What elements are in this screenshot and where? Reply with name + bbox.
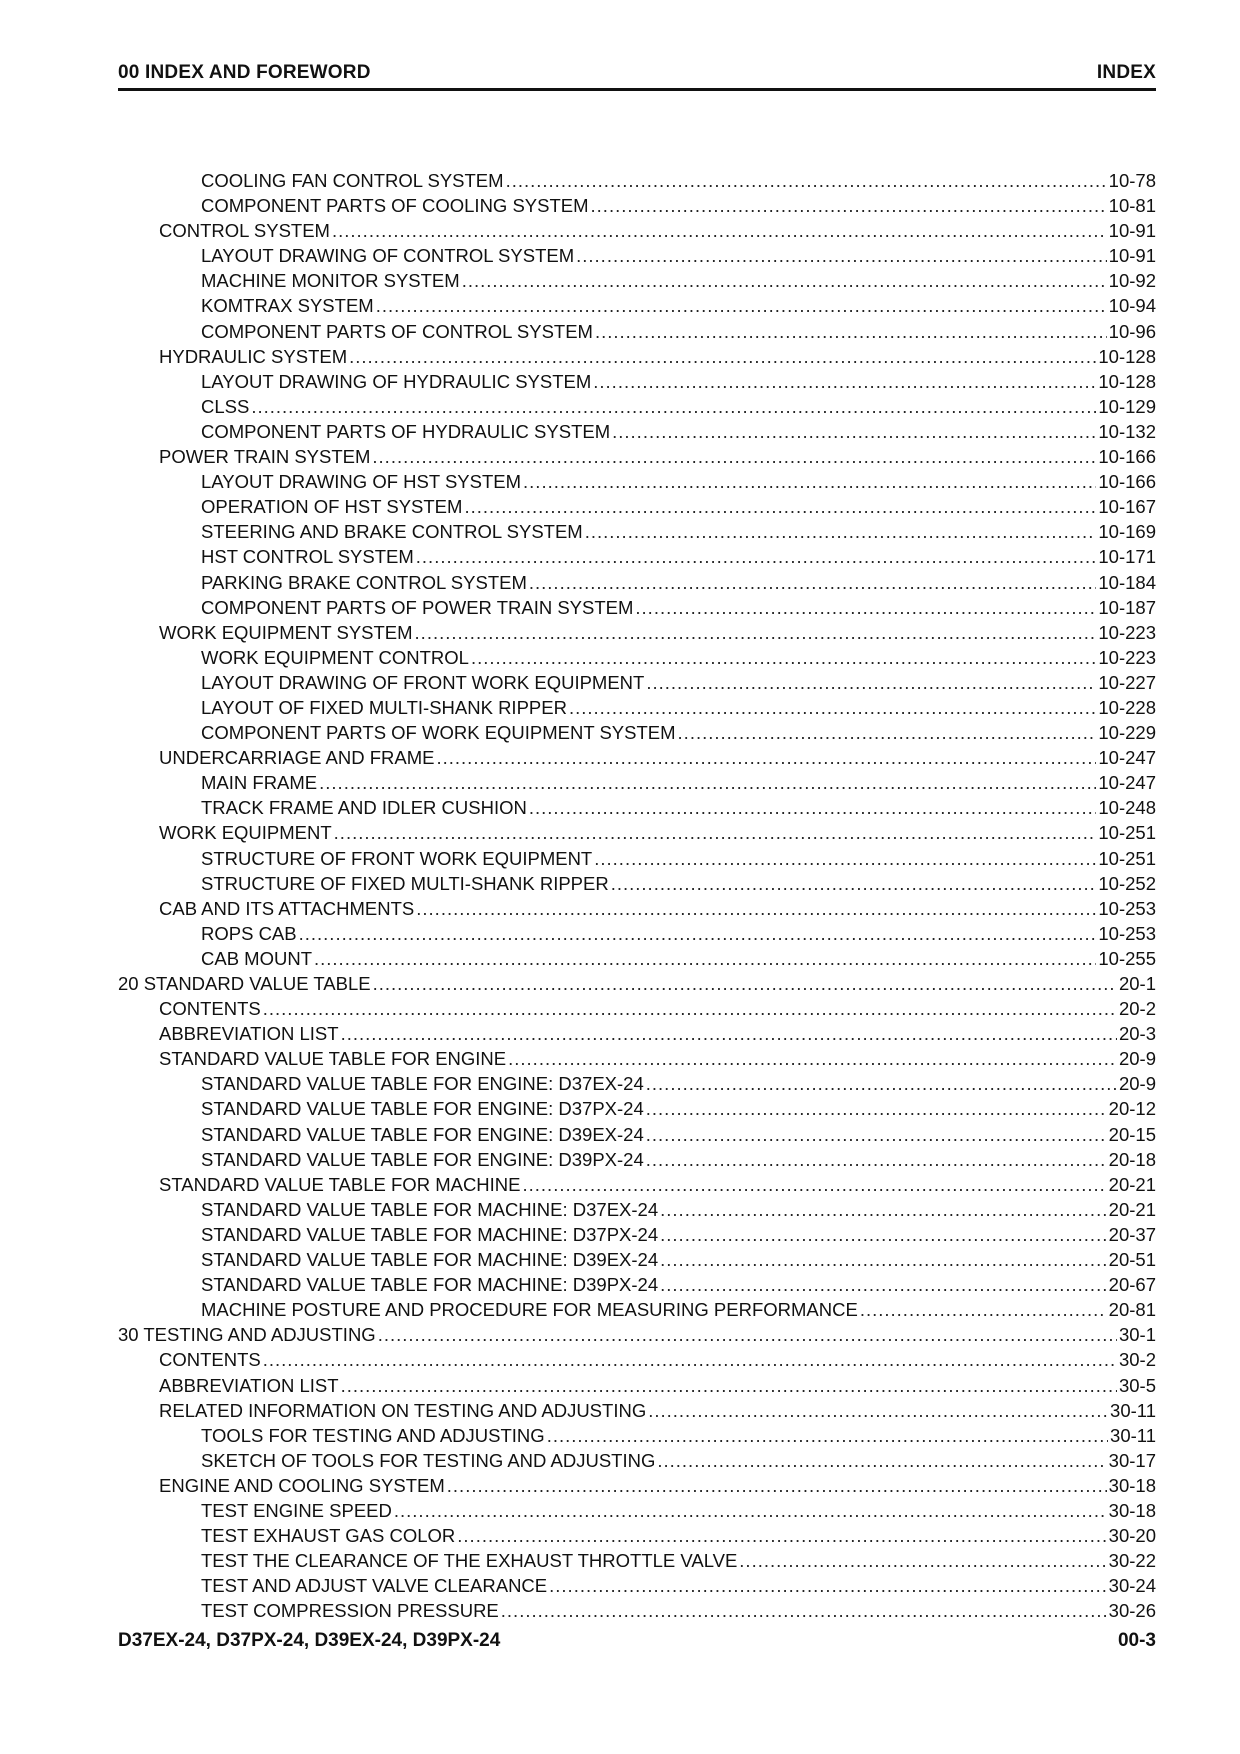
toc-entry[interactable] xyxy=(118,243,1156,268)
dot-leader xyxy=(471,645,1096,670)
toc-entry-title: 20 STANDARD VALUE TABLE xyxy=(118,973,371,994)
dot-leader xyxy=(373,971,1117,996)
toc-entry-title: ENGINE AND COOLING SYSTEM xyxy=(159,1474,445,1496)
toc-entry-page: 10-229 xyxy=(1098,722,1156,744)
toc-entry-title: WORK EQUIPMENT xyxy=(159,822,332,844)
toc-entry-title: TEST ENGINE SPEED xyxy=(201,1499,392,1521)
toc-entry-title: PARKING BRAKE CONTROL SYSTEM xyxy=(201,571,527,593)
toc-entry-title: STRUCTURE OF FRONT WORK EQUIPMENT xyxy=(201,847,593,869)
section-title: 00 INDEX AND FOREWORD xyxy=(118,62,371,83)
toc-entry-page: 10-78 xyxy=(1108,170,1156,191)
dot-leader xyxy=(457,1523,1106,1548)
toc-entry[interactable] xyxy=(118,820,1156,845)
toc-entry[interactable] xyxy=(118,394,1156,419)
toc-entry-page: 20-2 xyxy=(1118,998,1156,1020)
toc-entry[interactable] xyxy=(118,971,1156,996)
toc-entry-title: LAYOUT DRAWING OF FRONT WORK EQUIPMENT xyxy=(201,671,645,693)
dot-leader xyxy=(646,1147,1107,1172)
toc-entry-page: 30-11 xyxy=(1110,1424,1156,1446)
dot-leader xyxy=(660,1247,1107,1272)
toc-entry[interactable] xyxy=(118,1498,1156,1523)
toc-entry-page: 20-15 xyxy=(1108,1123,1156,1145)
dot-leader xyxy=(585,519,1097,544)
toc-entry-title: CONTENTS xyxy=(159,1349,261,1371)
toc-entry-page: 10-91 xyxy=(1108,245,1156,267)
toc-entry[interactable] xyxy=(118,1548,1156,1573)
toc-entry[interactable] xyxy=(118,193,1156,218)
page-header xyxy=(118,58,1156,84)
toc-entry-page: 10-253 xyxy=(1098,922,1156,944)
toc-entry-page: 10-132 xyxy=(1098,420,1156,442)
toc-entry-page: 30-22 xyxy=(1108,1550,1156,1572)
toc-entry-title: HST CONTROL SYSTEM xyxy=(201,546,414,568)
dot-leader xyxy=(394,1498,1107,1523)
dot-leader xyxy=(660,1272,1107,1297)
toc-entry-title: STANDARD VALUE TABLE FOR MACHINE: D37PX-24 xyxy=(201,1223,659,1245)
toc-entry-title: TEST AND ADJUST VALVE CLEARANCE xyxy=(201,1575,548,1597)
toc-entry-title: STANDARD VALUE TABLE FOR ENGINE: D39EX-24 xyxy=(201,1123,644,1145)
toc-entry[interactable] xyxy=(118,1122,1156,1147)
toc-entry[interactable] xyxy=(118,344,1156,369)
toc-entry-page: 20-3 xyxy=(1118,1023,1156,1045)
toc-entry-page: 30-2 xyxy=(1118,1349,1156,1371)
toc-entry-title: COMPONENT PARTS OF HYDRAULIC SYSTEM xyxy=(201,420,611,442)
dot-leader xyxy=(576,243,1107,268)
toc-entry[interactable] xyxy=(118,519,1156,544)
toc-entry-page: 20-18 xyxy=(1108,1148,1156,1170)
dot-leader xyxy=(462,268,1107,293)
toc-entry-page: 10-223 xyxy=(1098,646,1156,668)
toc-entry[interactable] xyxy=(118,795,1156,820)
toc-entry-title: STEERING AND BRAKE CONTROL SYSTEM xyxy=(201,521,583,543)
toc-entry-page: 30-26 xyxy=(1108,1600,1156,1622)
dot-leader xyxy=(523,469,1096,494)
toc-entry-title: MACHINE POSTURE AND PROCEDURE FOR MEASURING PERFORMANCE xyxy=(201,1299,858,1321)
toc-entry-title: POWER TRAIN SYSTEM xyxy=(159,446,371,468)
dot-leader xyxy=(299,921,1097,946)
toc-entry[interactable] xyxy=(118,1598,1156,1623)
toc-entry[interactable] xyxy=(118,720,1156,745)
toc-entry[interactable] xyxy=(118,444,1156,469)
toc-entry-page: 20-81 xyxy=(1108,1299,1156,1321)
toc-entry[interactable] xyxy=(118,1272,1156,1297)
toc-entry-page: 10-166 xyxy=(1098,471,1156,493)
toc-entry[interactable] xyxy=(118,469,1156,494)
toc-entry-title: CONTENTS xyxy=(159,998,261,1020)
toc-entry-title: ABBREVIATION LIST xyxy=(159,1023,339,1045)
toc-entry-page: 10-252 xyxy=(1098,872,1156,894)
dot-leader xyxy=(660,1197,1107,1222)
dot-leader xyxy=(416,544,1097,569)
toc-entry-page: 10-128 xyxy=(1098,370,1156,392)
dot-leader xyxy=(415,620,1097,645)
dot-leader xyxy=(341,1021,1117,1046)
toc-entry-title: COMPONENT PARTS OF WORK EQUIPMENT SYSTEM xyxy=(201,722,676,744)
toc-entry-title: 30 TESTING AND ADJUSTING xyxy=(118,1324,376,1346)
toc-entry-title: COMPONENT PARTS OF POWER TRAIN SYSTEM xyxy=(201,596,634,618)
toc-entry-title: LAYOUT DRAWING OF HST SYSTEM xyxy=(201,471,522,493)
dot-leader xyxy=(657,1448,1106,1473)
toc-entry-title: TEST EXHAUST GAS COLOR xyxy=(201,1525,456,1547)
dot-leader xyxy=(349,344,1096,369)
toc-entry-title: CONTROL SYSTEM xyxy=(159,220,330,242)
dot-leader xyxy=(635,595,1096,620)
toc-entry[interactable] xyxy=(118,1373,1156,1398)
toc-entry-title: WORK EQUIPMENT SYSTEM xyxy=(159,621,413,643)
toc-entry[interactable] xyxy=(118,1398,1156,1423)
dot-leader xyxy=(678,720,1097,745)
toc-entry-title: MACHINE MONITOR SYSTEM xyxy=(201,270,460,292)
toc-entry-title: TEST THE CLEARANCE OF THE EXHAUST THROTTLE VALVE xyxy=(201,1550,738,1572)
toc-entry-page: 10-92 xyxy=(1108,270,1156,292)
page-number: 00-3 xyxy=(1117,1630,1156,1651)
toc-entry[interactable] xyxy=(118,745,1156,770)
toc-entry-page: 10-81 xyxy=(1108,195,1156,217)
toc-entry-page: 30-17 xyxy=(1108,1449,1156,1471)
toc-entry[interactable] xyxy=(118,1448,1156,1473)
toc-entry-title: STRUCTURE OF FIXED MULTI-SHANK RIPPER xyxy=(201,872,609,894)
toc-entry[interactable] xyxy=(118,1322,1156,1347)
toc-entry-title: STANDARD VALUE TABLE FOR MACHINE: D39PX-24 xyxy=(201,1274,659,1296)
toc-entry[interactable] xyxy=(118,570,1156,595)
toc-entry[interactable] xyxy=(118,871,1156,896)
toc-entry-title: SKETCH OF TOOLS FOR TESTING AND ADJUSTING xyxy=(201,1449,656,1471)
toc-entry-page: 10-94 xyxy=(1108,295,1156,317)
toc-entry-page: 10-167 xyxy=(1098,496,1156,518)
toc-entry-page: 10-248 xyxy=(1098,797,1156,819)
toc-entry-page: 30-11 xyxy=(1110,1399,1156,1421)
toc-entry[interactable] xyxy=(118,921,1156,946)
dot-leader xyxy=(594,846,1096,871)
toc-entry-page: 10-251 xyxy=(1098,847,1156,869)
toc-entry-title: COMPONENT PARTS OF CONTROL SYSTEM xyxy=(201,320,593,342)
toc-entry-page: 20-67 xyxy=(1108,1274,1156,1296)
toc-entry[interactable] xyxy=(118,1523,1156,1548)
toc-entry-title: STANDARD VALUE TABLE FOR MACHINE: D39EX-24 xyxy=(201,1249,659,1271)
dot-leader xyxy=(593,369,1096,394)
toc-entry-page: 10-247 xyxy=(1098,772,1156,794)
dot-leader xyxy=(464,494,1096,519)
toc-entry[interactable] xyxy=(118,896,1156,921)
toc-entry[interactable] xyxy=(118,1172,1156,1197)
toc-entry-page: 10-227 xyxy=(1098,671,1156,693)
dot-leader xyxy=(648,1398,1108,1423)
toc-entry-title: TOOLS FOR TESTING AND ADJUSTING xyxy=(201,1424,545,1446)
toc-entry-title: STANDARD VALUE TABLE FOR ENGINE: D39PX-24 xyxy=(201,1148,644,1170)
toc-entry[interactable] xyxy=(118,846,1156,871)
toc-entry-title: COOLING FAN CONTROL SYSTEM xyxy=(201,170,504,191)
toc-entry-title: TEST COMPRESSION PRESSURE xyxy=(201,1600,499,1622)
toc-entry-title: STANDARD VALUE TABLE FOR ENGINE: D37PX-24 xyxy=(201,1098,644,1120)
toc-entry-title: CAB MOUNT xyxy=(201,947,312,969)
toc-entry-page: 10-255 xyxy=(1098,947,1156,969)
toc-entry-title: CLSS xyxy=(201,395,250,417)
dot-leader xyxy=(523,1172,1107,1197)
toc-entry[interactable] xyxy=(118,1247,1156,1272)
toc-entry-page: 30-5 xyxy=(1118,1374,1156,1396)
dot-leader xyxy=(341,1373,1117,1398)
dot-leader xyxy=(501,1598,1107,1623)
toc-entry-title: ABBREVIATION LIST xyxy=(159,1374,339,1396)
dot-leader xyxy=(611,871,1097,896)
dot-leader xyxy=(378,1322,1117,1347)
toc-entry-title: UNDERCARRIAGE AND FRAME xyxy=(159,747,435,769)
table-of-contents xyxy=(118,168,1156,1623)
dot-leader xyxy=(860,1297,1107,1322)
page-footer xyxy=(118,1630,1156,1654)
toc-entry[interactable] xyxy=(118,1046,1156,1071)
toc-entry[interactable] xyxy=(118,1473,1156,1498)
dot-leader xyxy=(595,319,1107,344)
toc-entry-title: OPERATION OF HST SYSTEM xyxy=(201,496,463,518)
toc-entry[interactable] xyxy=(118,419,1156,444)
toc-entry[interactable] xyxy=(118,1423,1156,1448)
toc-entry[interactable] xyxy=(118,1147,1156,1172)
toc-entry-page: 10-171 xyxy=(1098,546,1156,568)
toc-entry-title: WORK EQUIPMENT CONTROL xyxy=(201,646,469,668)
toc-entry-page: 20-21 xyxy=(1108,1198,1156,1220)
header-index-label: INDEX xyxy=(1096,62,1156,83)
toc-entry-page: 20-21 xyxy=(1108,1173,1156,1195)
toc-entry-title: CAB AND ITS ATTACHMENTS xyxy=(159,897,415,919)
toc-entry-title: TRACK FRAME AND IDLER CUSHION xyxy=(201,797,527,819)
dot-leader xyxy=(529,570,1097,595)
toc-entry-page: 10-247 xyxy=(1098,747,1156,769)
toc-entry[interactable] xyxy=(118,1197,1156,1222)
toc-entry[interactable] xyxy=(118,369,1156,394)
dot-leader xyxy=(334,820,1097,845)
dot-leader xyxy=(376,293,1107,318)
toc-entry-page: 30-1 xyxy=(1118,1324,1156,1346)
dot-leader xyxy=(646,670,1096,695)
toc-entry-page: 20-1 xyxy=(1118,973,1156,994)
toc-entry-page: 10-96 xyxy=(1108,320,1156,342)
dot-leader xyxy=(508,1046,1117,1071)
toc-entry-page: 20-9 xyxy=(1118,1048,1156,1070)
toc-entry[interactable] xyxy=(118,996,1156,1021)
toc-entry-page: 10-251 xyxy=(1098,822,1156,844)
toc-entry[interactable] xyxy=(118,770,1156,795)
toc-entry[interactable] xyxy=(118,1347,1156,1372)
toc-entry[interactable] xyxy=(118,1222,1156,1247)
toc-entry[interactable] xyxy=(118,670,1156,695)
toc-entry[interactable] xyxy=(118,1573,1156,1598)
toc-entry[interactable] xyxy=(118,1021,1156,1046)
toc-entry-title: MAIN FRAME xyxy=(201,772,318,794)
toc-entry-title: STANDARD VALUE TABLE FOR MACHINE xyxy=(159,1173,521,1195)
toc-entry[interactable] xyxy=(118,1071,1156,1096)
dot-leader xyxy=(739,1548,1106,1573)
toc-entry-page: 10-128 xyxy=(1098,345,1156,367)
toc-entry[interactable] xyxy=(118,595,1156,620)
toc-entry[interactable] xyxy=(118,620,1156,645)
dot-leader xyxy=(646,1122,1107,1147)
toc-entry[interactable] xyxy=(118,168,1156,193)
dot-leader xyxy=(549,1573,1107,1598)
dot-leader xyxy=(447,1473,1107,1498)
toc-entry-page: 30-20 xyxy=(1108,1525,1156,1547)
toc-entry[interactable] xyxy=(118,695,1156,720)
toc-entry-title: ROPS CAB xyxy=(201,922,297,944)
dot-leader xyxy=(660,1222,1107,1247)
toc-entry-title: KOMTRAX SYSTEM xyxy=(201,295,374,317)
dot-leader xyxy=(251,394,1096,419)
toc-entry[interactable] xyxy=(118,1297,1156,1322)
toc-entry-page: 10-91 xyxy=(1108,220,1156,242)
model-list: D37EX-24, D37PX-24, D39EX-24, D39PX-24 xyxy=(118,1630,501,1651)
toc-entry-title: RELATED INFORMATION ON TESTING AND ADJUSTING xyxy=(159,1399,647,1421)
toc-entry[interactable] xyxy=(118,319,1156,344)
dot-leader xyxy=(646,1096,1107,1121)
toc-entry-page: 20-37 xyxy=(1108,1223,1156,1245)
toc-entry-page: 10-187 xyxy=(1098,596,1156,618)
dot-leader xyxy=(416,896,1096,921)
toc-entry[interactable] xyxy=(118,218,1156,243)
toc-entry-title: STANDARD VALUE TABLE FOR ENGINE: D37EX-24 xyxy=(201,1073,644,1095)
toc-entry-title: STANDARD VALUE TABLE FOR ENGINE xyxy=(159,1048,507,1070)
toc-entry-page: 30-24 xyxy=(1108,1575,1156,1597)
toc-entry-page: 30-18 xyxy=(1108,1499,1156,1521)
dot-leader xyxy=(319,770,1096,795)
toc-entry-title: LAYOUT DRAWING OF HYDRAULIC SYSTEM xyxy=(201,370,592,392)
dot-leader xyxy=(263,1347,1117,1372)
toc-entry-page: 10-223 xyxy=(1098,621,1156,643)
toc-entry-page: 10-166 xyxy=(1098,446,1156,468)
dot-leader xyxy=(646,1071,1117,1096)
toc-entry[interactable] xyxy=(118,544,1156,569)
toc-entry[interactable] xyxy=(118,268,1156,293)
dot-leader xyxy=(372,444,1096,469)
dot-leader xyxy=(547,1423,1108,1448)
toc-entry-page: 10-184 xyxy=(1098,571,1156,593)
dot-leader xyxy=(314,946,1096,971)
toc-entry-title: HYDRAULIC SYSTEM xyxy=(159,345,348,367)
toc-entry-page: 10-253 xyxy=(1098,897,1156,919)
dot-leader xyxy=(529,795,1097,820)
dot-leader xyxy=(506,168,1107,193)
toc-entry[interactable] xyxy=(118,1096,1156,1121)
toc-entry[interactable] xyxy=(118,946,1156,971)
toc-entry-page: 10-129 xyxy=(1098,395,1156,417)
toc-entry-page: 10-169 xyxy=(1098,521,1156,543)
toc-entry-page: 20-51 xyxy=(1108,1249,1156,1271)
toc-entry-page: 10-228 xyxy=(1098,696,1156,718)
toc-entry-title: COMPONENT PARTS OF COOLING SYSTEM xyxy=(201,195,589,217)
dot-leader xyxy=(263,996,1117,1021)
dot-leader xyxy=(332,218,1107,243)
toc-entry-title: LAYOUT OF FIXED MULTI-SHANK RIPPER xyxy=(201,696,567,718)
toc-entry-title: STANDARD VALUE TABLE FOR MACHINE: D37EX-24 xyxy=(201,1198,659,1220)
toc-entry[interactable] xyxy=(118,293,1156,318)
dot-leader xyxy=(612,419,1096,444)
toc-entry-page: 30-18 xyxy=(1108,1474,1156,1496)
dot-leader xyxy=(569,695,1096,720)
toc-entry-page: 20-9 xyxy=(1118,1073,1156,1095)
dot-leader xyxy=(436,745,1096,770)
toc-entry-title: LAYOUT DRAWING OF CONTROL SYSTEM xyxy=(201,245,575,267)
toc-entry[interactable] xyxy=(118,494,1156,519)
dot-leader xyxy=(591,193,1107,218)
toc-entry[interactable] xyxy=(118,645,1156,670)
header-divider xyxy=(118,88,1156,91)
toc-entry-page: 20-12 xyxy=(1108,1098,1156,1120)
